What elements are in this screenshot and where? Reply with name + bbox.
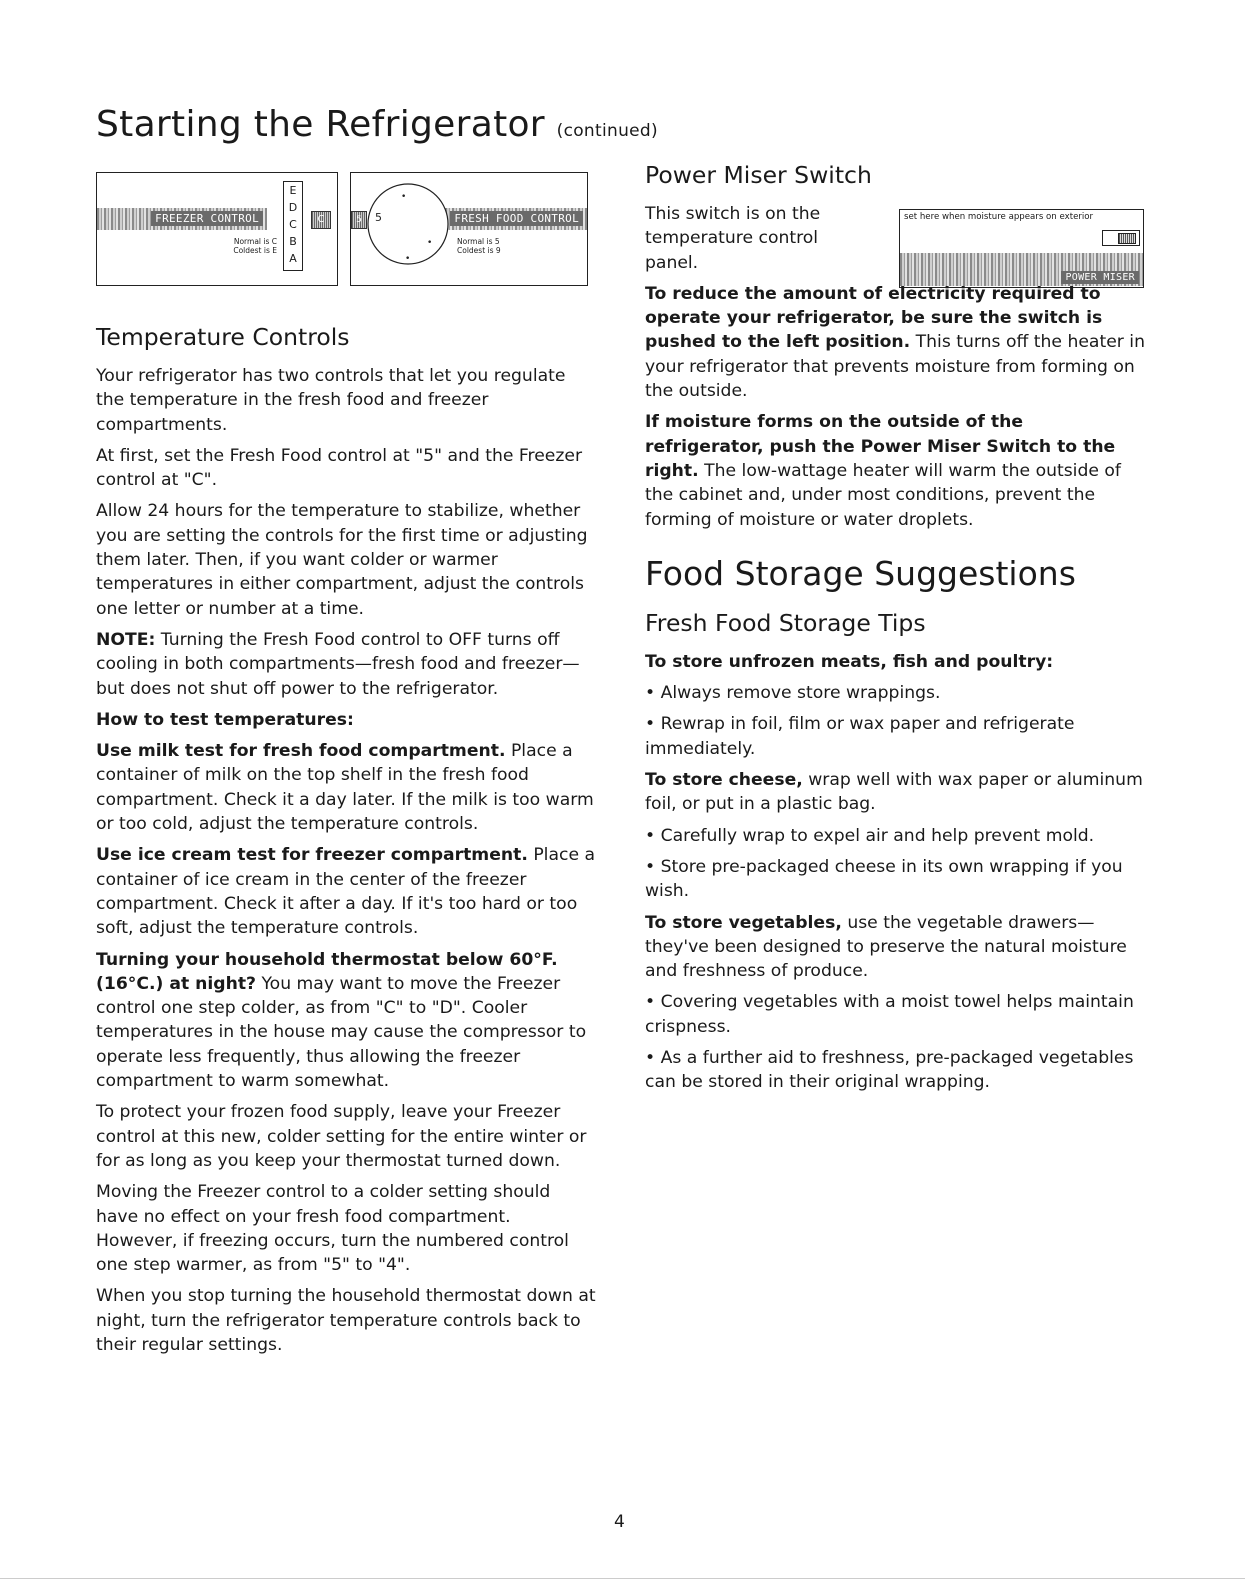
page-title-suffix: (continued) [556,121,658,141]
svg-text:•: • [401,192,407,202]
freezer-normal-text: Normal is C [233,237,277,246]
vegetables-bold: To store vegetables, [645,912,842,933]
meats-bullet-1: • Always remove store wrappings. [645,683,941,704]
freezer-letter-e: E [289,184,297,197]
thermostat-text: You may want to move the Freezer control one step colder, as from "C" to "D". Cooler temperatures in the house may cause the compressor to operate less frequently, thus allowing the freezer compartment to warm somewhat. [96,973,587,1092]
freezer-knob-letter: C [317,214,325,225]
vegetables-bullet-1: • Covering vegetables with a moist towel helps maintain crispness. [645,992,1134,1037]
svg-text:•: • [427,238,433,248]
freezer-letter-a: A [289,252,297,265]
protect-paragraph: To protect your frozen food supply, leave your Freezer control at this new, colder setting for the entire winter or for as long as you keep your thermostat turned down. [96,1102,587,1171]
fresh-food-dial-icon [365,181,451,267]
power-miser-label: POWER MISER [1061,271,1139,284]
ice-cream-test-text: Place a container of ice cream in the center of the freezer compartment. Check it after a day. If it's too hard or too soft, adjust the temperature controls. [96,845,596,939]
fresh-food-control-label: FRESH FOOD CONTROL [450,211,583,226]
note-text: Turning the Fresh Food control to OFF turns off cooling in both compartments—fresh food and freezer— but does not shut off power to the refrigerator. [96,629,580,699]
power-miser-heading: Power Miser Switch [645,161,872,189]
vegetables-bullet-2: • As a further aid to freshness, pre-packaged vegetables can be stored in their original wrapping. [645,1048,1134,1093]
ice-cream-test-heading: Use ice cream test for freezer compartment. [96,845,528,866]
power-miser-paragraph-2 [645,282,1145,403]
temp-paragraph-3: Allow 24 hours for the temperature to stabilize, whether you are setting the controls for the first time or adjusting them later. Then, if you want colder or warmer temperatures in either compartment, adjust the controls one letter or number at a time. [96,501,588,619]
milk-test-paragraph [96,739,596,836]
page-title: Starting the Refrigerator (continued) [96,104,658,145]
freezer-letter-d: D [288,201,298,214]
fresh-food-control-band [431,208,587,230]
how-to-test-heading: How to test temperatures: [96,709,354,730]
svg-text:5: 5 [375,211,382,224]
right-column [645,160,1145,1102]
fresh-food-normal-text: Normal is 5 [457,237,500,246]
cheese-bullet-1: • Carefully wrap to expel air and help prevent mold. [645,825,1095,846]
note-label: NOTE: [96,629,156,650]
freezer-letter-c: C [289,218,297,231]
temp-paragraph-1: Your refrigerator has two controls that let you regulate the temperature in the fresh food and freezer compartments. [96,366,566,435]
power-miser-reduce-text: This turns off the heater in your refrigerator that prevents moisture from forming on the outside. [645,332,1145,402]
moving-paragraph: Moving the Freezer control to a colder setting should have no effect on your fresh food compartment. However, if freezing occurs, turn the numbered control one step warmer, as from "5" to "4". [96,1182,569,1276]
freezer-knob [311,211,331,229]
temperature-controls-heading: Temperature Controls [96,323,350,351]
cheese-paragraph [645,768,1145,817]
thermostat-heading: Turning your household thermostat below 60°F. (16°C.) at night? [96,949,558,994]
cheese-bold: To store cheese, [645,770,803,791]
freezer-letter-scale [283,181,303,271]
page-number: 4 [614,1512,625,1532]
fresh-food-tips-heading: Fresh Food Storage Tips [645,608,926,637]
freezer-letter-b: B [289,235,297,248]
power-miser-paragraph-1: This switch is on the temperature control panel. [645,204,821,273]
note-paragraph [96,628,596,701]
fresh-food-control-diagram [350,172,588,286]
thermostat-paragraph [96,948,596,1094]
food-storage-heading: Food Storage Suggestions [645,553,1076,593]
freezer-coldest-text: Coldest is E [233,246,277,255]
power-miser-moisture-text: The low-wattage heater will warm the outside of the cabinet and, under most conditions, prevent the forming of moisture or water droplets. [645,460,1121,530]
freezer-control-diagram [96,172,338,286]
fresh-food-knob [351,211,367,229]
power-miser-moisture-bold: If moisture forms on the outside of the refrigerator, push the Power Miser Switch to the right. [645,412,1116,481]
fresh-food-knob-number: 5 [356,215,362,225]
when-paragraph: When you stop turning the household thermostat down at night, turn the refrigerator temperature controls back to their regular settings. [96,1286,596,1355]
power-miser-reduce-bold: To reduce the amount of electricity required to operate your refrigerator, be sure the switch is pushed to the left position. [645,283,1103,353]
temp-paragraph-2: At first, set the Fresh Food control at "5" and the Freezer control at "C". [96,445,583,491]
bottom-rule [0,1578,1245,1579]
ice-cream-test-paragraph [96,843,596,940]
milk-test-text: Place a container of milk on the top shelf in the fresh food compartment. Check it a day later. If the milk is too warm or too cold, adjust the temperature controls. [96,741,594,835]
power-miser-paragraph-3 [645,410,1145,531]
cheese-bullet-2: • Store pre-packaged cheese in its own wrapping if you wish. [645,856,1123,902]
vegetables-text: use the vegetable drawers— they've been designed to preserve the natural moisture and freshness of produce. [645,912,1127,982]
meats-heading: To store unfrozen meats, fish and poultry: [645,651,1054,672]
svg-text:•: • [405,254,411,264]
meats-bullet-2: • Rewrap in foil, film or wax paper and refrigerate immediately. [645,714,1075,759]
fresh-food-coldest-text: Coldest is 9 [457,246,501,255]
freezer-control-label: FREEZER CONTROL [151,211,263,226]
milk-test-heading: Use milk test for fresh food compartment. [96,741,506,762]
power-miser-note: set here when moisture appears on exterior [904,212,1094,222]
cheese-text: wrap well with wax paper or aluminum foil, or put in a plastic bag. [645,770,1143,815]
temperature-controls-section [96,322,596,1364]
freezer-control-band [97,208,267,230]
vegetables-paragraph [645,911,1145,984]
